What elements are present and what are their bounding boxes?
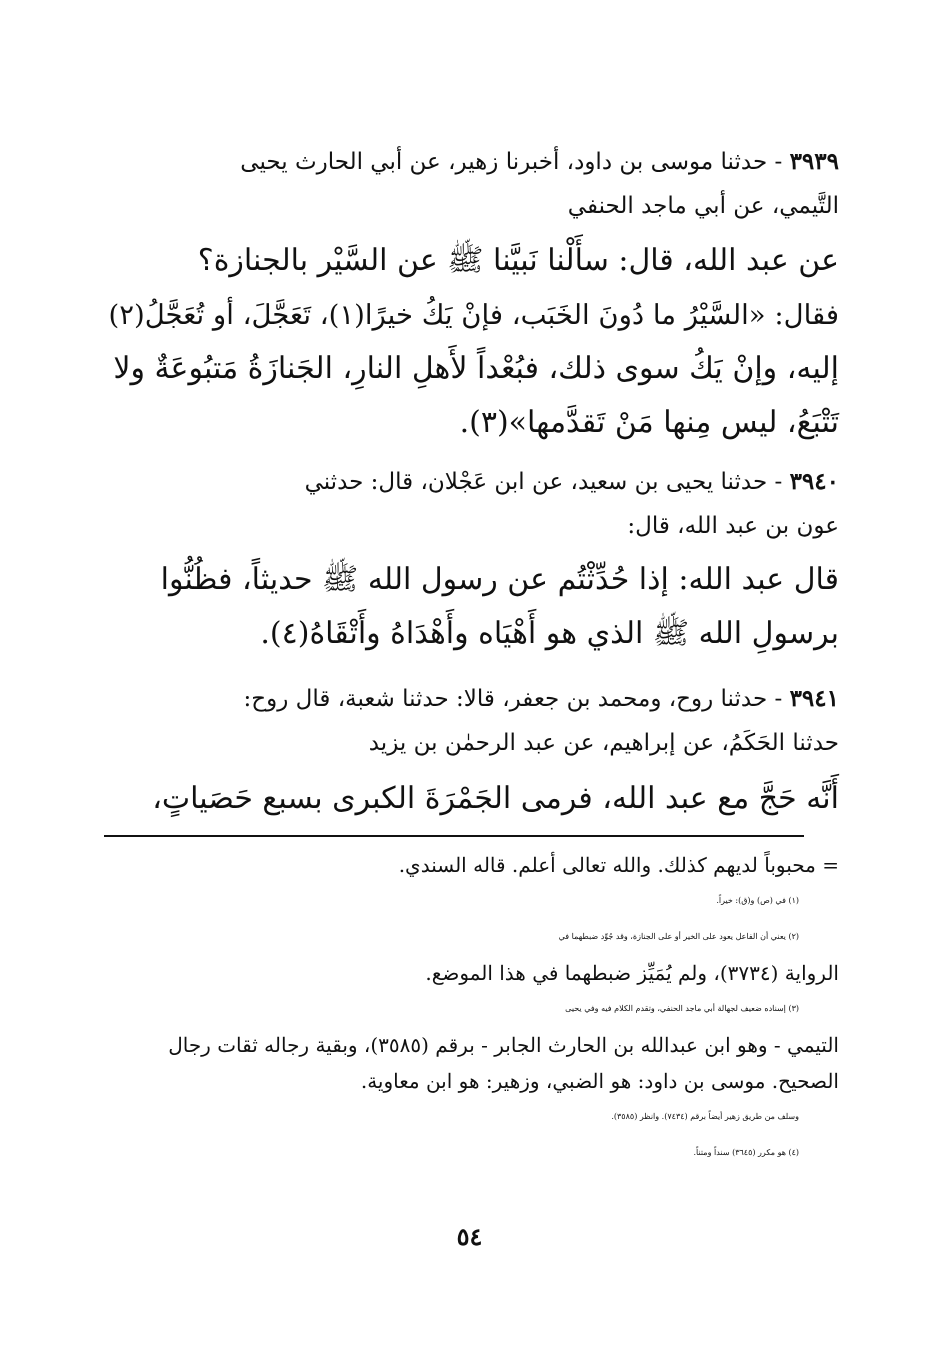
footnote-2-cont: الرواية (٣٧٣٤)، ولم يُمَيِّز ضبطهما في هذا الموضع. [425,961,839,985]
chain-text: - حدثنا روح، ومحمد بن جعفر، قالا: حدثنا شعبة، قال روح: [243,686,783,712]
footnote-3: (٣) إسناده ضعيف لجهالة أبي ماجد الحنفي، وتقدم الكلام فيه وفي يحيى [565,1004,799,1013]
hadith-3939-matn [100,234,839,450]
footnote-1: (١) في (ص) و(ق): خيراً. [716,896,799,905]
hadith-3940-matn [100,553,839,661]
chain-text: حدثنا الحَكَمُ، عن إبراهيم، عن عبد الرحمٰن بن يزيد [368,730,839,756]
matn-text: برسولِ الله ﷺ الذي هو أَهْيَاه وأَهْدَاهُ وأَتْقَاهُ(٤). [260,616,839,651]
footnote-3-cont: وسلف من طريق زهير أيضاً برقم (٧٤٣٤). وانظر (٣٥٨٥). [611,1112,799,1121]
chain-text: عون بن عبد الله، قال: [627,513,839,539]
matn-text: عن عبد الله، قال: سأَلْنا نَبيَّنا ﷺ عن السَّيْر بالجنازة؟ [197,243,839,278]
hadith-number: ٣٩٣٩ [789,148,839,175]
matn-text: قال عبد الله: إذا حُدِّثْتُم عن رسول الله ﷺ حديثاً، فظُنُّوا [160,562,839,597]
matn-text: تَتْبَعُ، ليس مِنها مَنْ تَقدَّمها»(٣). [459,405,839,440]
hadith-3940-chain [100,460,839,548]
footnote-separator [104,835,804,837]
footnote-3-cont: الصحيح. موسى بن داود: هو الضبي، وزهير: هو ابن معاوية. [360,1069,839,1093]
matn-text: فقال: «السَّيْرُ ما دُونَ الخَبَب، فإنْ يَكُ خيرًا(١)، تَعَجَّلَ، أو تُعَجَّلُ(٢) [108,299,839,331]
matn-text: أَنَّه حَجَّ مع عبد الله، فرمى الجَمْرَةَ الكبرى بسبع حَصَياتٍ، [152,781,839,816]
hadith-number: ٣٩٤١ [789,685,839,712]
hadith-3941-matn [100,772,839,826]
hadith-number: ٣٩٤٠ [789,468,839,495]
matn-text: إليه، وإنْ يَكُ سوى ذلك، فبُعْداً لأَهلِ النارِ، الجَنازَةُ مَتبُوعَةٌ ولا [113,351,839,386]
footnote-3-cont: التيمي - وهو ابن عبدالله بن الحارث الجابر - برقم (٣٥٨٥)، وبقية رجاله ثقات رجال [168,1033,839,1057]
chain-text: - حدثنا يحيى بن سعيد، عن ابن عَجْلان، قال: حدثني [304,469,783,495]
footnote-4: (٤) هو مكرر (٣٦٤٥) سنداً ومتناً. [693,1148,799,1157]
footnote-carry: = محبوباً لديهم كذلك. والله تعالى أعلم. قاله السندي. [398,853,839,877]
page-number: ٥٤ [456,1222,483,1251]
hadith-3939-chain [100,140,839,228]
footnotes [100,847,839,1171]
chain-text: التَّيمي، عن أبي ماجد الحنفي [567,193,839,219]
chain-text: - حدثنا موسى بن داود، أخبرنا زهير، عن أبي الحارث يحيى [240,149,783,175]
hadith-3941-chain [100,677,839,765]
footnote-2: (٢) يعني أن الفاعل يعود على الخير أو على الجنازة، وقد جُوِّد ضبطهما في [558,932,799,941]
